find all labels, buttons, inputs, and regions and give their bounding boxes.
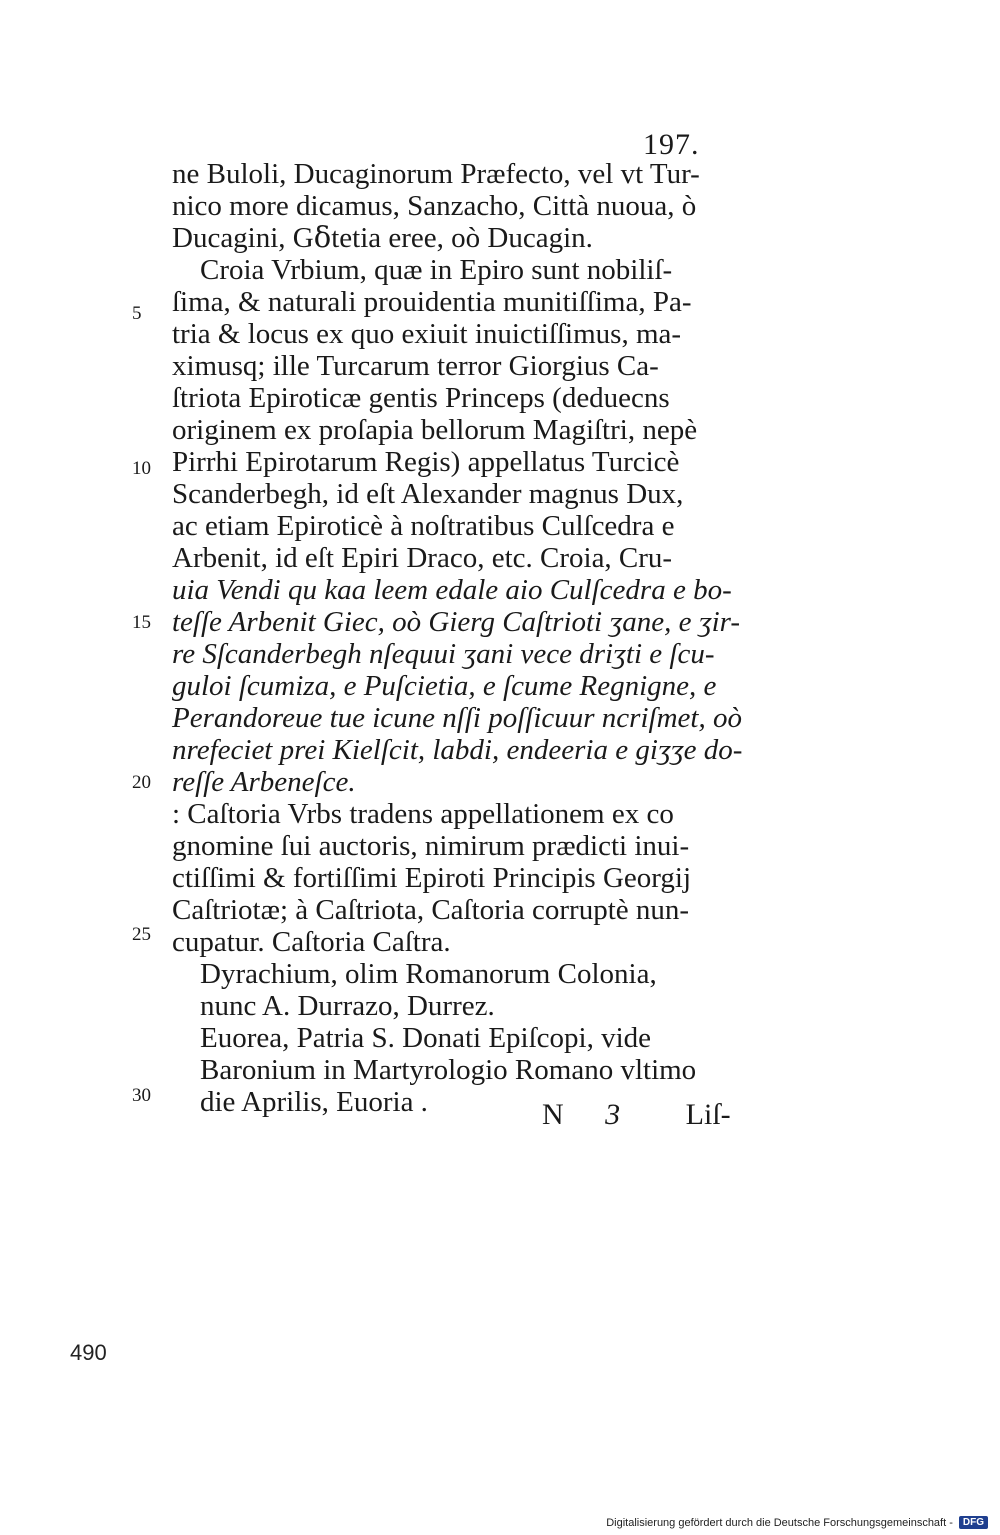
text-line: Croia Vrbium, quæ in Epiro sunt nobiliſ- <box>200 254 673 286</box>
text-line: uia Vendi qu kaa leem edale aio Culſcedra e bo- <box>172 574 732 606</box>
text-line: nrefeciet prei Kielſcit, labdi, endeeria e giʒʒe do- <box>172 734 743 766</box>
text-line: Dyrachium, olim Romanorum Colonia, <box>200 958 657 990</box>
footer-text: Digitalisierung gefördert durch die Deutsche Forschungsgemeinschaft - <box>606 1516 953 1529</box>
signature-letter: N <box>542 1098 564 1131</box>
text-line: reſſe Arbeneſce. <box>172 766 356 798</box>
text-line: ſtriota Epiroticæ gentis Princeps (deduecns <box>172 382 670 414</box>
text-line: cupatur. Caſtoria Caſtra. <box>172 926 451 958</box>
page-number: 197. <box>643 128 700 161</box>
text-line: ac etiam Epiroticè à noſtratibus Culſcedra e <box>172 510 675 542</box>
text-line: Arbenit, id eſt Epiri Draco, etc. Croia, Cru- <box>172 542 673 574</box>
text-line: Pirrhi Epirotarum Regis) appellatus Turcicè <box>172 446 680 478</box>
text-line: re Sſcanderbegh nſequui ʒani vece driʒti e ſcu- <box>172 638 715 670</box>
signature-line <box>542 1098 731 1132</box>
text-line: ſima, & naturali prouidentia munitiſſima, Pa- <box>172 286 692 318</box>
text-line: tria & locus ex quo exiuit inuictiſſimus, ma- <box>172 318 682 350</box>
text-line: Scanderbegh, id eſt Alexander magnus Dux, <box>172 478 684 510</box>
text-line: teſſe Arbenit Giec, oò Gierg Caſtrioti ʒane, e ʒir- <box>172 606 741 638</box>
text-line: die Aprilis, Euoria . <box>200 1086 428 1118</box>
text-line: gnomine ſui auctoris, nimirum prædicti inui- <box>172 830 690 862</box>
text-line: Perandoreue tue icune nſſi poſſicuur ncriſmet, oò <box>172 702 742 734</box>
text-line: nico more dicamus, Sanzacho, Città nuoua, ò <box>172 190 697 222</box>
text-line: ne Buloli, Ducaginorum Præfecto, vel vt Tur- <box>172 158 700 190</box>
line-number: 20 <box>132 772 151 793</box>
line-number: 10 <box>132 458 151 479</box>
text-line: Euorea, Patria S. Donati Epiſcopi, vide <box>200 1022 652 1054</box>
text-line: : Caſtoria Vrbs tradens appellationem ex co <box>172 798 674 830</box>
text-line: nunc A. Durrazo, Durrez. <box>200 990 495 1022</box>
text-line: Caſtriotæ; à Caſtriota, Caſtoria corruptè nun- <box>172 894 690 926</box>
text-line: ctiſſimi & fortiſſimi Epiroti Principis Georgij <box>172 862 692 894</box>
line-number: 5 <box>132 303 142 324</box>
catchword: Liſ- <box>685 1098 731 1131</box>
text-line: originem ex proſapia bellorum Magiſtri, nepè <box>172 414 698 446</box>
line-number: 25 <box>132 924 151 945</box>
folio-number: 490 <box>70 1340 107 1365</box>
line-number: 30 <box>132 1085 151 1106</box>
text-line: Baronium in Martyrologio Romano vltimo <box>200 1054 697 1086</box>
footer <box>606 1516 988 1529</box>
signature-number: 3 <box>605 1098 621 1131</box>
dfg-logo-icon: DFG <box>959 1516 988 1529</box>
text-line: ximusq; ille Turcarum terror Giorgius Ca- <box>172 350 659 382</box>
text-line: Ducagini, Gẟtetia eree, oò Ducagin. <box>172 222 593 254</box>
line-number: 15 <box>132 612 151 633</box>
text-line: guloi ſcumiza, e Puſcietia, e ſcume Regnigne, e <box>172 670 717 702</box>
